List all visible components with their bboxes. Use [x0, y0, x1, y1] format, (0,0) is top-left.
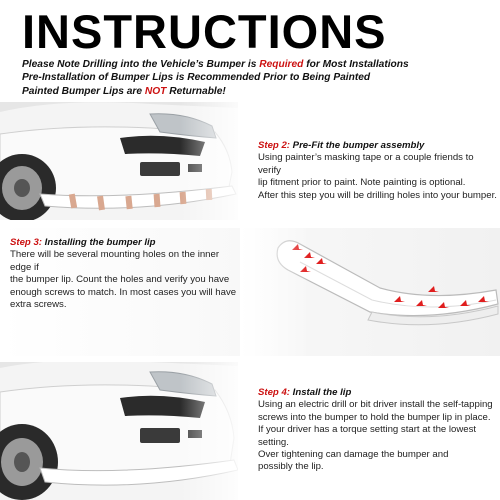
note-line-3: [22, 85, 492, 98]
step-4-line: Over tightening can damage the bumper and: [258, 449, 449, 461]
step-3-heading: [10, 237, 242, 249]
step-2-text: [258, 140, 498, 202]
note-text: Please Note Drilling into the Vehicle’s Bumper is: [22, 59, 260, 70]
step-2-label: Step 2:: [258, 140, 290, 151]
photo-fade: [240, 228, 310, 356]
installation-notes: [22, 58, 492, 98]
step-4-text: [258, 387, 498, 474]
note-emphasis-not: NOT: [144, 85, 167, 97]
step-2-line: After this step you will be drilling holes into your bumper.: [258, 189, 497, 201]
step-4-title: Install the lip: [292, 387, 352, 398]
step-4-label: Step 4:: [258, 387, 290, 398]
step-3-line: the bumper lip. Count the holes and verify you have: [10, 274, 230, 286]
step-2-line: lip fitment prior to paint. Note painting is optional.: [258, 177, 466, 189]
note-emphasis-required: Required: [259, 59, 304, 70]
note-line-2: Pre-Installation of Bumper Lips is Recommended Prior to Being Painted: [22, 72, 371, 84]
step-3-label: Step 3:: [10, 237, 42, 248]
step-4-line: If your driver has a torque setting start at the lowest setting.: [258, 424, 477, 448]
note-text: Painted Bumper Lips are: [22, 85, 145, 97]
step-4-line: Using an electric drill or bit driver install the self-tapping: [258, 399, 493, 411]
note-text: Returnable!: [166, 85, 226, 97]
step-4-heading: [258, 387, 498, 399]
step-2-heading: [258, 140, 498, 152]
photo-fade: [180, 362, 250, 500]
step-4-line: screws into the bumper to hold the bumper lip in place.: [258, 411, 491, 423]
note-line-1: [22, 58, 492, 71]
page-title: INSTRUCTIONS: [22, 5, 387, 58]
step-4-line: possibly the lip.: [258, 461, 324, 473]
step-3-line: extra screws.: [10, 299, 67, 311]
step-3-text: [10, 237, 242, 311]
step-2-line: Using painter’s masking tape or a couple friends to verify: [258, 152, 474, 176]
photo-fade: [180, 102, 250, 220]
step-3-line: There will be several mounting holes on the inner edge if: [10, 249, 220, 273]
step-3-title: Installing the bumper lip: [44, 237, 156, 248]
step-3-line: enough screws to match. In most cases you will have: [10, 286, 237, 298]
step-2-title: Pre-Fit the bumper assembly: [292, 140, 425, 151]
note-text: for Most Installations: [303, 59, 409, 70]
